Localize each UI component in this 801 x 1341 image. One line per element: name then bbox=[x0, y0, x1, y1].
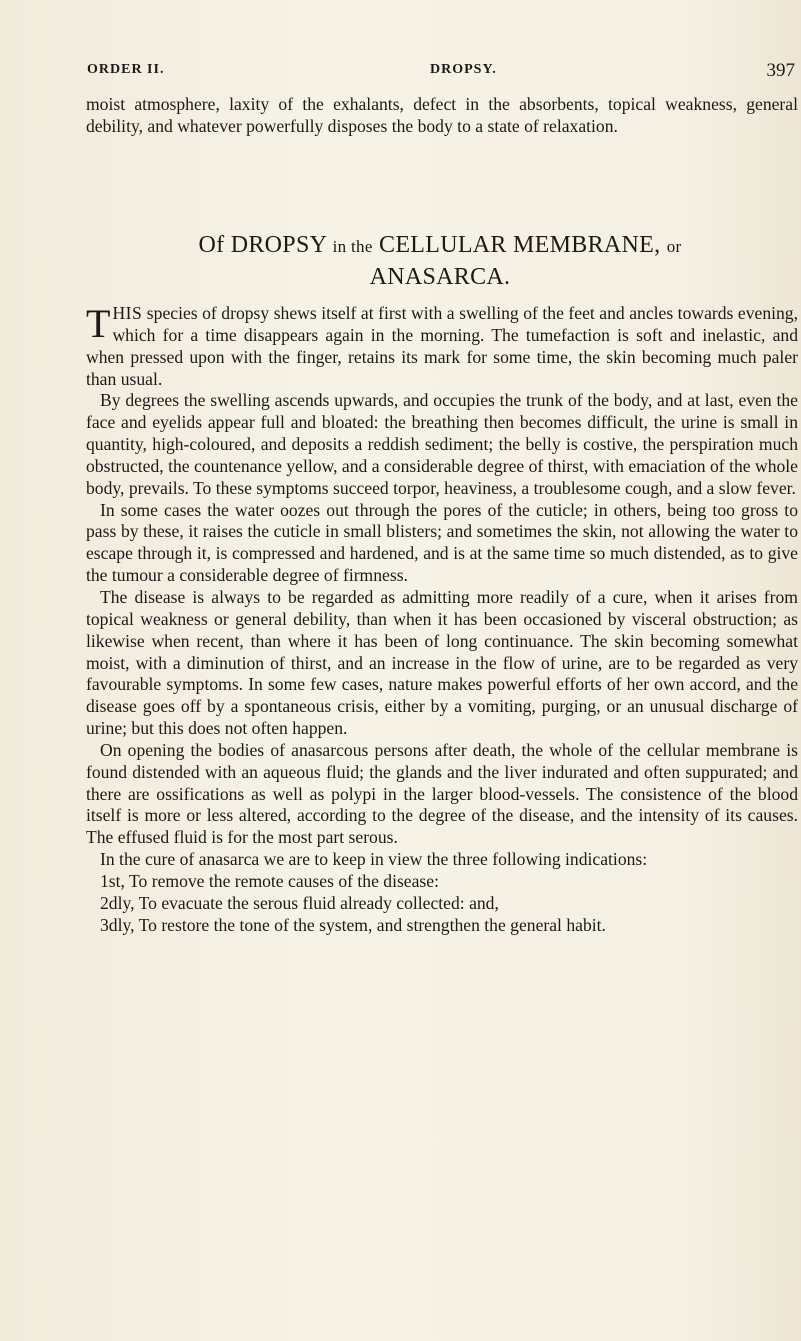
paragraph: The disease is always to be regarded as admitting more readily of a cure, when it arises from topical weakness or general debility, than when it has been occasioned by visceral obstruction; as likewise when recent, than where it has been of long continuance. The skin becoming somewhat moist, with a diminution of thirst, and an increase in the flow of urine, are to be regarded as very favourable symptoms. In some few cases, nature makes powerful efforts of her own accord, and the disease goes off by a spontaneous crisis, either by a vomiting, purging, or an unusual discharge of urine; but this does not often happen. bbox=[86, 586, 798, 739]
continuation-text bbox=[86, 94, 798, 138]
section-heading bbox=[80, 230, 800, 292]
opening-paragraph: moist atmosphere, laxity of the exhalants, defect in the absorbents, topical weakness, general debility, and whatever powerfully disposes the body to a state of relaxation. bbox=[86, 94, 798, 136]
indication-item: 1st, To remove the remote causes of the disease: bbox=[100, 870, 439, 891]
paragraph: In the cure of anasarca we are to keep in view the three following indications: bbox=[100, 849, 648, 870]
section-heading-line1: Of DROPSY in the CELLULAR MEMBRANE, or bbox=[198, 232, 682, 258]
running-head-title: DROPSY. bbox=[430, 62, 497, 77]
first-paragraph: THIS species of dropsy shews itself at first with a swelling of the feet and ancles towards evening, which for a time disappears again in the morning. The tumefaction is soft and inelastic, and when pressed upon with the finger, retains its mark for some time, the skin becoming much paler than usual. bbox=[86, 301, 798, 389]
running-head bbox=[87, 62, 795, 86]
section-body bbox=[86, 303, 798, 936]
indication-item: 3dly, To restore the tone of the system, and strengthen the general habit. bbox=[100, 914, 606, 935]
drop-cap: T bbox=[86, 301, 111, 346]
page-number: 397 bbox=[766, 60, 795, 81]
paragraph: On opening the bodies of anasarcous persons after death, the whole of the cellular membrane is found distended with an aqueous fluid; the glands and the liver indurated and often suppurated; and there are ossifications as well as polypi in the larger blood-vessels. The consistence of the blood itself is more or less altered, according to the degree of the disease, and the intensity of its causes. The effused fluid is for the most part serous. bbox=[86, 739, 798, 848]
paragraph: By degrees the swelling ascends upwards, and occupies the trunk of the body, and at last, even the face and eyelids appear full and bloated: the breathing then becomes difficult, the urine is small in quantity, high-coloured, and deposits a reddish sediment; the belly is costive, the perspiration much obstructed, the countenance yellow, and a considerable degree of thirst, with emaciation of the whole body, prevails. To these symptoms succeed torpor, heaviness, a troublesome cough, and a slow fever. bbox=[86, 390, 798, 498]
indication-item: 2dly, To evacuate the serous fluid already collected: and, bbox=[100, 892, 499, 913]
section-heading-line2: ANASARCA. bbox=[369, 264, 511, 290]
running-head-order: ORDER II. bbox=[87, 62, 165, 77]
paragraph: In some cases the water oozes out through the pores of the cuticle; in others, being too gross to pass by these, it raises the cuticle in small blisters; and sometimes the skin, not allowing the water to escape through it, is compressed and hardened, and is at the same time so much distended, as to give the tumour a considerable degree of firmness. bbox=[86, 499, 798, 586]
